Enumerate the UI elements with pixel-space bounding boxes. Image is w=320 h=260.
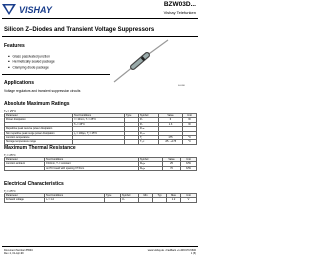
- table-cell: 1.2: [167, 198, 181, 202]
- column-header: Symbol: [139, 158, 163, 162]
- table-cell: l = 10mm, Tₗ = 25°C: [73, 118, 125, 122]
- website-link[interactable]: www.vishay.de • FaxBack +1-408-970-5600: [147, 249, 196, 252]
- header-rule: [2, 18, 198, 19]
- document-title: Silicon Z–Diodes and Transient Voltage Suppressors: [4, 27, 155, 33]
- electrical-table: [4, 193, 197, 203]
- table-cell: °C: [183, 140, 197, 144]
- table-cell: W: [183, 118, 197, 122]
- document-number: Document Number 85594: [4, 249, 33, 252]
- table-cell: l=10mm, Tₗ = constant: [45, 162, 139, 166]
- vishay-logo: [2, 4, 58, 16]
- column-header: Symbol: [139, 114, 159, 118]
- table-cell: Power dissipation: [5, 118, 73, 122]
- absolute-max-heading: Absolute Maximum Ratings: [4, 101, 70, 107]
- section-rule: [2, 74, 110, 75]
- applications-text: Voltage regulators and transient suppression circuits: [4, 89, 81, 93]
- table-cell: V: [181, 198, 197, 202]
- table-cell: Storage temperature range: [5, 140, 73, 144]
- column-header: Value: [159, 114, 183, 118]
- table-cell: 175: [159, 136, 183, 140]
- column-header: Symbol: [121, 194, 139, 198]
- footer-right: [148, 249, 196, 256]
- table-cell: Pᵥ: [139, 118, 159, 122]
- column-header: Unit: [183, 114, 197, 118]
- features-heading: Features: [4, 43, 25, 49]
- column-header: Min: [139, 194, 153, 198]
- table-row: [5, 140, 197, 144]
- table-cell: Repetitive peak reverse power dissipation: [5, 127, 73, 131]
- table-cell: Forward voltage: [5, 198, 45, 202]
- table-cell: 6: [159, 118, 183, 122]
- table-cell: Vₒ: [121, 198, 139, 202]
- column-header: Unit: [181, 158, 197, 162]
- table-cell: -65...+175: [159, 140, 183, 144]
- table-cell: 1.3: [159, 122, 183, 126]
- table-cell: °C: [183, 136, 197, 140]
- table-cell: [153, 198, 167, 202]
- table-row: [5, 198, 197, 202]
- table-cell: 25: [163, 162, 181, 166]
- company-name: Vishay Telefunken: [163, 10, 196, 15]
- column-header: Parameter: [5, 194, 45, 198]
- column-header: Type: [105, 194, 121, 198]
- column-header: Parameter: [5, 114, 73, 118]
- feature-item: ■ Clamping diode package: [8, 65, 55, 70]
- revision: Rev. 2, 01-Apr-99: [4, 252, 24, 256]
- svg-text:VISHAY: VISHAY: [19, 5, 52, 15]
- column-header: Parameter: [5, 158, 45, 162]
- table-cell: Iₒ = 1 A: [45, 198, 105, 202]
- electrical-heading: Electrical Characteristics: [4, 181, 64, 187]
- column-header: Test Conditions: [73, 114, 125, 118]
- absolute-max-table: [4, 113, 197, 145]
- table-cell: Pᵣₛₘ: [139, 131, 159, 135]
- table-cell: [73, 140, 125, 144]
- table-cell: [125, 140, 139, 144]
- table-row: [5, 166, 197, 170]
- table-cell: K/W: [181, 162, 197, 166]
- column-header: Unit: [181, 194, 197, 198]
- thermal-table: [4, 157, 197, 171]
- part-number: BZW03D...: [163, 1, 196, 8]
- table-cell: 70: [163, 166, 181, 170]
- table-cell: Tⱼ: [139, 136, 159, 140]
- table-cell: Rₜₕⱼₐ: [139, 166, 163, 170]
- column-header: Max: [167, 194, 181, 198]
- thermal-heading: Maximum Thermal Resistance: [4, 145, 76, 151]
- column-header: Value: [163, 158, 181, 162]
- feature-item: ■ Hermetically sealed package: [8, 59, 55, 64]
- table-cell: Junction ambient: [5, 162, 45, 166]
- applications-heading: Applications: [4, 80, 35, 86]
- column-header: Type: [125, 114, 139, 118]
- table-cell: Rₜₕⱼₐ: [139, 162, 163, 166]
- feature-item: ■ Glass passivated junction: [8, 54, 55, 59]
- electrical-condition: Tⱼ = 25°C: [4, 189, 16, 193]
- table-cell: [139, 198, 153, 202]
- thermal-condition: Tⱼ = 25°C: [4, 153, 16, 157]
- table-cell: W: [183, 122, 197, 126]
- column-header: Test Conditions: [45, 158, 139, 162]
- table-cell: on PC board with spacing 37.5mm: [45, 166, 139, 170]
- footer-left: [4, 249, 33, 256]
- table-cell: [105, 198, 121, 202]
- page-number: 1 (5): [190, 252, 196, 256]
- table-cell: [5, 166, 45, 170]
- column-header: Test Conditions: [45, 194, 105, 198]
- table-cell: Pᵣᵣₘ: [139, 127, 159, 131]
- features-list: [8, 54, 55, 70]
- figure-code: 04-090: [178, 85, 185, 87]
- diode-package-image: [104, 36, 176, 88]
- table-cell: Non repetitive peak surge power dissipation: [5, 131, 73, 135]
- table-cell: Tₛₜᵍ: [139, 140, 159, 144]
- footer-rule: [2, 246, 198, 247]
- table-cell: tₚ = 100µs, Tⱼ = 25°C: [73, 131, 125, 135]
- absolute-max-condition: Tₐ = 25°C: [4, 109, 17, 113]
- column-header: Typ: [153, 194, 167, 198]
- table-cell: Tₐ = 45°C: [73, 122, 125, 126]
- table-cell: Junction temperature: [5, 136, 73, 140]
- table-cell: Pᵥ: [139, 122, 159, 126]
- table-cell: K/W: [181, 166, 197, 170]
